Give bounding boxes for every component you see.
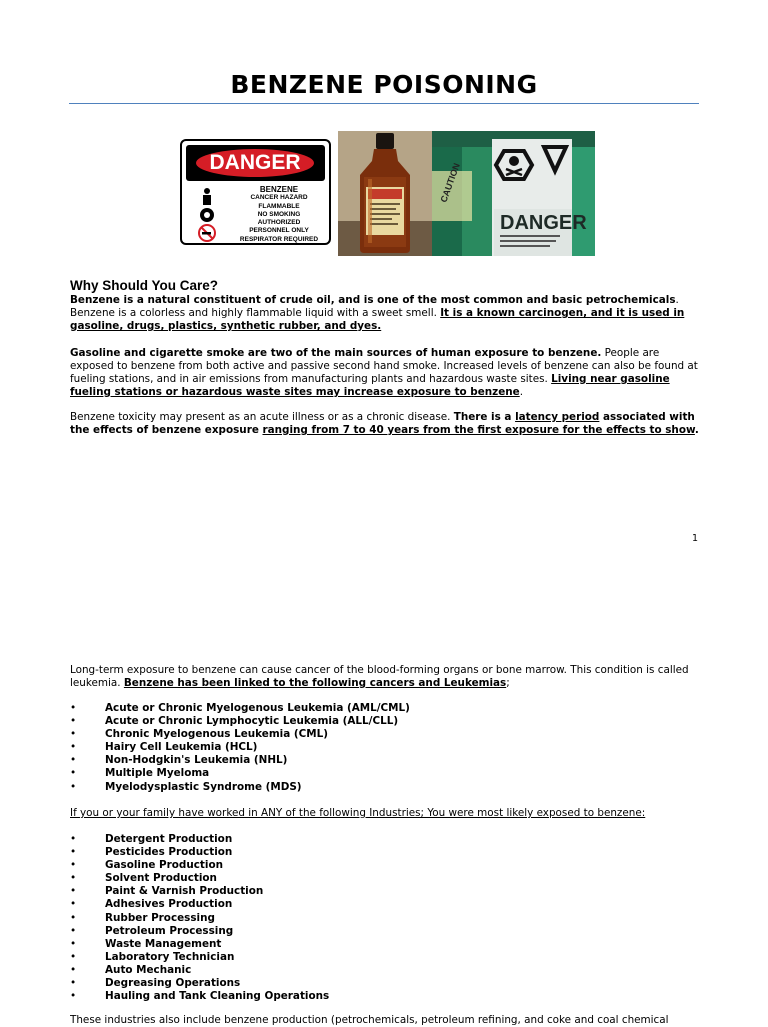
p1-normal: Benzene is a colorless and highly flammable liquid with a sweet smell. [70,307,441,319]
list-item: • Petroleum Processing [70,925,329,938]
danger-sign-line: CANCER HAZARD [250,194,308,202]
drum-caution-text: CAUTION [438,161,462,204]
danger-sign-chemical: BENZENE [259,185,299,194]
danger-sign-label: DANGER [196,149,314,177]
hazard-pictograms-icon [196,187,218,243]
section-heading-why-care: Why Should You Care? [70,278,219,293]
title-underline [69,103,699,104]
list-item: • Hairy Cell Leukemia (HCL) [70,741,410,754]
p1-bold-end: . [675,294,679,306]
industries-intro: If you or your family have worked in ANY of the following Industries; You were most likely exposed to benzene: [70,807,646,819]
p3-end: . [694,424,699,436]
list-item: • Paint & Varnish Production [70,885,329,898]
list-item: • Multiple Myeloma [70,767,410,780]
list-item: • Hauling and Tank Cleaning Operations [70,990,329,1003]
p3-underlined2: ranging from 7 to 40 years from the first exposure for the effects to show [262,424,695,436]
p2-normal: People are exposed to benzene from both active and passive second hand smoke. Increased levels of benzene can also be found at fueling stations, and in air emissions from manufacturing plants and hazardous waste sites. [70,347,698,385]
industries-list [70,833,329,1003]
danger-sign-line: NO SMOKING [257,210,301,218]
paragraph-industries-footer: These industries also include benzene production (petrochemicals, petroleum refining, and coke and coal chemical [70,1014,669,1026]
list-item: • Auto Mechanic [70,964,329,977]
page-title: BENZENE POISONING [230,70,538,99]
p2-end: . [519,386,524,398]
p3-bold1: There is a [453,411,516,423]
list-item: • Non-Hodgkin's Leukemia (NHL) [70,754,410,767]
list-item: • Acute or Chronic Lymphocytic Leukemia (ALL/CLL) [70,715,410,728]
paragraph-leukemia [70,664,700,690]
list-item: • Adhesives Production [70,898,329,911]
list-item: • Rubber Processing [70,912,329,925]
drum-icon [432,131,595,256]
hazard-drum-photo [432,131,595,256]
p3-underlined1: latency period [515,411,600,423]
paragraph-exposure-sources [70,347,700,399]
p4-underlined: Benzene has been linked to the following cancers and Leukemias [123,677,507,689]
bottle-icon [338,131,432,256]
paragraph-intro [70,294,700,333]
list-item: • Laboratory Technician [70,951,329,964]
cancer-list [70,702,410,794]
danger-sign-line: PERSONNEL ONLY [249,227,309,235]
p3-normal: Benzene toxicity may present as an acute illness or as a chronic disease. [70,411,454,423]
list-item: • Waste Management [70,938,329,951]
danger-sign-line: FLAMMABLE [258,202,300,210]
p1-underlined: It is a known carcinogen, and it is used in gasoline, drugs, plastics, synthetic rubber, and dyes. [70,307,685,332]
list-item: • Myelodysplastic Syndrome (MDS) [70,781,410,794]
list-item: • Detergent Production [70,833,329,846]
p4-normal: Long-term exposure to benzene can cause cancer of the blood-forming organs or bone marrow. This condition is called leukemia. [70,664,689,689]
p3-bold2: associated with the effects of benzene exposure [70,411,695,436]
list-item: • Pesticides Production [70,846,329,859]
list-item: • Chronic Myelogenous Leukemia (CML) [70,728,410,741]
p1-bold: Benzene is a natural constituent of crude oil, and is one of the most common and basic petrochemicals [70,294,676,306]
p4-end: ; [506,677,510,689]
paragraph-latency [70,411,700,437]
list-item: • Acute or Chronic Myelogenous Leukemia (AML/CML) [70,702,410,715]
list-item: • Solvent Production [70,872,329,885]
danger-sign-line: AUTHORIZED [257,219,301,227]
list-item: • Degreasing Operations [70,977,329,990]
p2-underlined: Living near gasoline fueling stations or hazardous waste sites may increase exposure to benzene [70,373,670,398]
drum-danger-text: DANGER [500,212,587,234]
danger-sign-header [186,145,325,181]
danger-sign-line: RESPIRATOR REQUIRED [239,235,319,243]
benzene-bottle-photo [338,131,432,256]
danger-sign-image [180,139,331,245]
danger-sign-text [230,186,328,244]
list-item: • Gasoline Production [70,859,329,872]
p2-bold: Gasoline and cigarette smoke are two of the main sources of human exposure to benzene. [70,347,602,359]
page-number: 1 [692,533,699,544]
